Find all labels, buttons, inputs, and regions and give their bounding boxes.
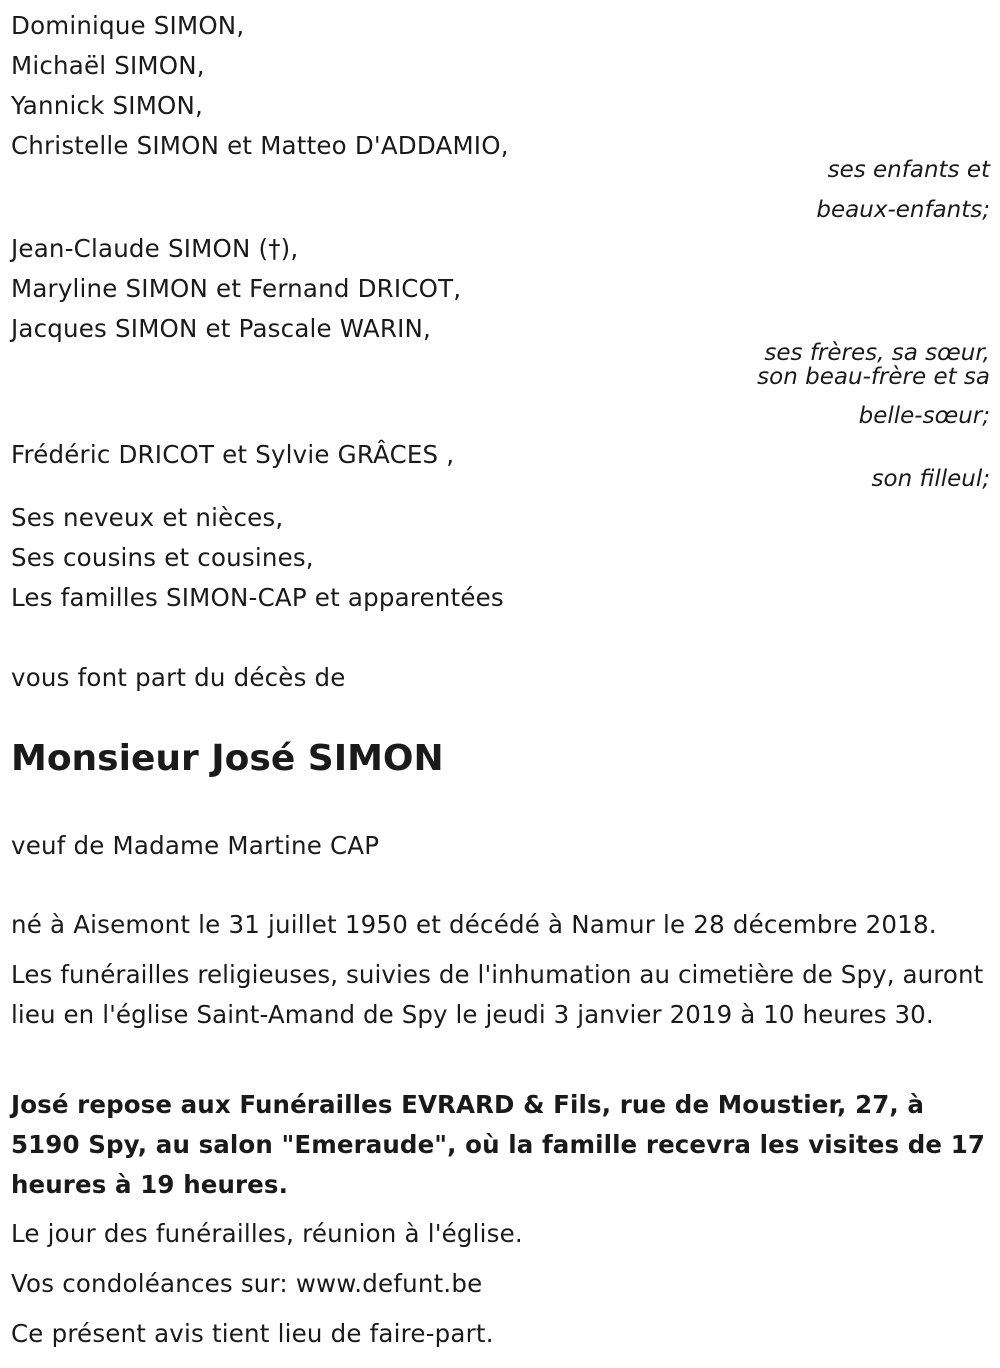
- condolences-info: Vos condoléances sur: www.defunt.be: [11, 1269, 483, 1298]
- birth-death-info: né à Aisemont le 31 juillet 1950 et décédé à Namur le 28 décembre 2018.: [11, 910, 937, 939]
- siblings-relation-line-2: son beau-frère et sa: [757, 364, 990, 390]
- godchild-relation: son filleul;: [871, 466, 990, 492]
- rest-info: José repose aux Funérailles EVRARD & Fils, rue de Moustier, 27, à 5190 Spy, au salon "Emeraude", où la famille recevra les visites de 17 heures à 19 heures.: [11, 1090, 986, 1199]
- relatives-line-2: Ses cousins et cousines,: [11, 543, 314, 572]
- notice-text: Ce présent avis tient lieu de faire-part.: [11, 1319, 494, 1348]
- relatives-line-3: Les familles SIMON-CAP et apparentées: [11, 583, 504, 612]
- siblings-relation-line-3: belle-sœur;: [858, 403, 990, 429]
- funeral-info: Les funérailles religieuses, suivies de l'inhumation au cimetière de Spy, auront lieu en l'église Saint-Amand de Spy le jeudi 3 janvier 2019 à 10 heures 30.: [11, 960, 984, 1029]
- sibling-name-1: Jean-Claude SIMON (†),: [11, 234, 299, 263]
- child-name-1: Dominique SIMON,: [11, 11, 245, 40]
- child-name-3: Yannick SIMON,: [11, 91, 204, 120]
- godchild-name: Frédéric DRICOT et Sylvie GRÂCES ,: [11, 440, 455, 469]
- children-relation-line-1: ses enfants et: [827, 157, 990, 183]
- relatives-line-1: Ses neveux et nièces,: [11, 503, 284, 532]
- children-relation-line-2: beaux-enfants;: [816, 197, 990, 223]
- siblings-relation-line-1: ses frères, sa sœur,: [764, 340, 990, 366]
- deceased-name: Monsieur José SIMON: [11, 738, 444, 779]
- child-name-2: Michaël SIMON,: [11, 51, 205, 80]
- sibling-name-2: Maryline SIMON et Fernand DRICOT,: [11, 274, 462, 303]
- meeting-info: Le jour des funérailles, réunion à l'église.: [11, 1219, 523, 1248]
- sibling-name-3: Jacques SIMON et Pascale WARIN,: [11, 314, 432, 343]
- child-name-4: Christelle SIMON et Matteo D'ADDAMIO,: [11, 131, 509, 160]
- announcement-intro: vous font part du décès de: [11, 663, 346, 692]
- widower-of: veuf de Madame Martine CAP: [11, 831, 380, 860]
